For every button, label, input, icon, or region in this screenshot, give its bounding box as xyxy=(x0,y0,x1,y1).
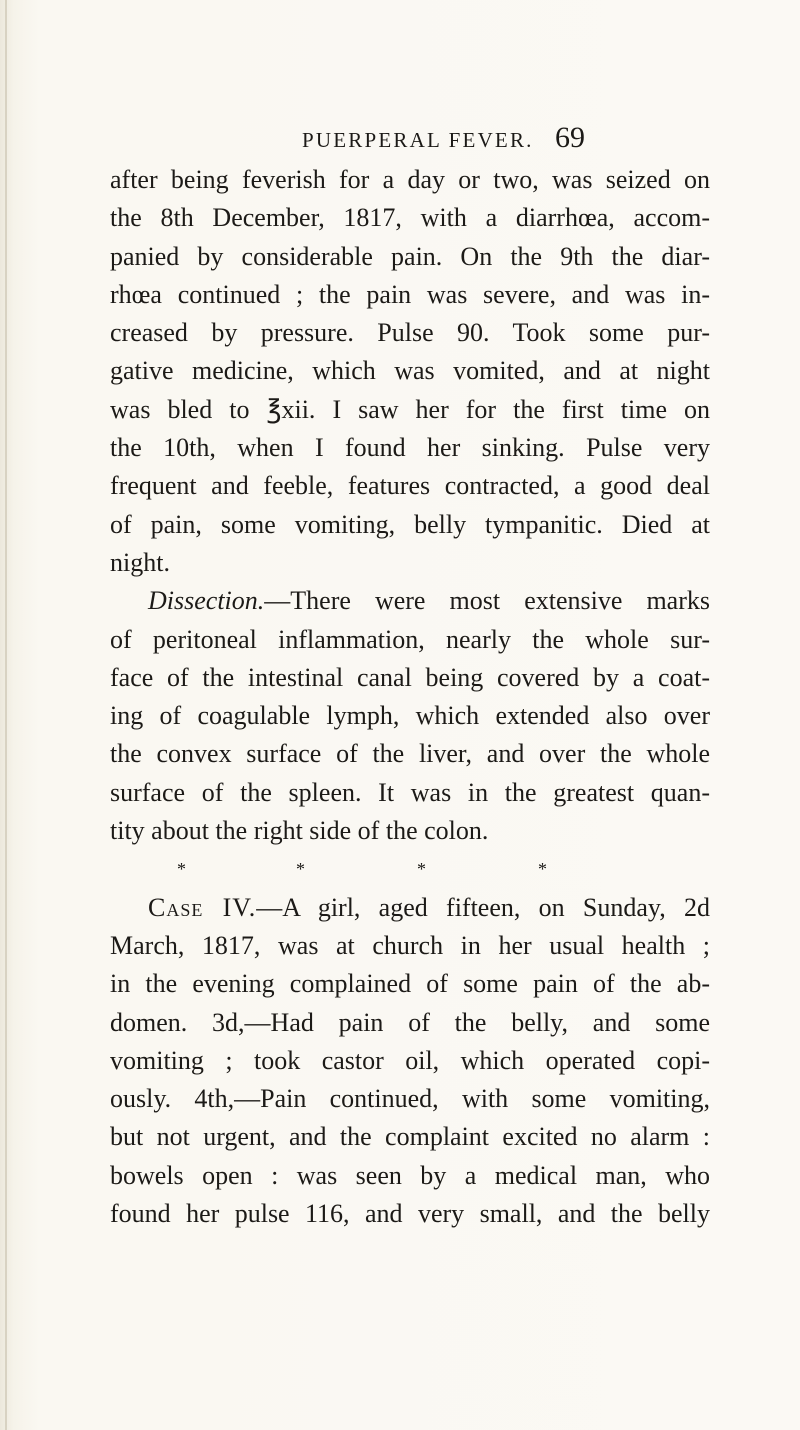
text-line: night. xyxy=(110,547,170,577)
text-line: found her pulse 116, and very small, and the belly xyxy=(110,1199,710,1229)
text-line: domen. 3d,—Had pain of the belly, and some xyxy=(110,1007,710,1037)
text-line: tity about the right side of the colon. xyxy=(110,816,489,846)
text-line: panied by considerable pain. On the 9th the diar- xyxy=(110,241,710,271)
text-line: vomiting ; took castor oil, which operated copi- xyxy=(110,1045,710,1075)
separator-star: * xyxy=(177,859,186,880)
text-line: of peritoneal inflammation, nearly the whole sur- xyxy=(110,624,710,654)
text-line: face of the intestinal canal being covered by a coat- xyxy=(110,662,710,692)
running-head: PUERPERAL FEVER. xyxy=(302,128,534,152)
separator-star: * xyxy=(296,859,305,880)
text-line: the 8th December, 1817, with a diarrhœa, accom- xyxy=(110,203,710,233)
dissection-first-line xyxy=(110,582,710,620)
case-label: Case IV. xyxy=(148,892,257,922)
text-line: frequent and feeble, features contracted, a good deal xyxy=(110,471,710,501)
text-line: gative medicine, which was vomited, and at night xyxy=(110,356,710,386)
case-first-text: —A girl, aged fifteen, on Sunday, 2d xyxy=(256,892,710,922)
case-first-line xyxy=(110,889,710,927)
separator-star: * xyxy=(538,859,547,880)
text-line: creased by pressure. Pulse 90. Took some pur- xyxy=(110,318,710,348)
text-line: ing of coagulable lymph, which extended also over xyxy=(110,701,710,731)
text-line: bowels open : was seen by a medical man, who xyxy=(110,1160,710,1190)
text-line: the convex surface of the liver, and over the whole xyxy=(110,739,710,769)
text-line: the 10th, when I found her sinking. Pulse very xyxy=(110,433,710,463)
text-line: but not urgent, and the complaint excited no alarm : xyxy=(110,1122,710,1152)
dissection-label: Dissection. xyxy=(148,586,265,616)
body-text xyxy=(110,161,710,1233)
text-line: after being feverish for a day or two, was seized on xyxy=(110,165,710,194)
text-line: of pain, some vomiting, belly tympanitic. Died at xyxy=(110,509,710,539)
text-line: March, 1817, was at church in her usual health ; xyxy=(110,930,710,960)
page-gutter xyxy=(5,0,7,1430)
separator-star: * xyxy=(417,859,426,880)
text-line: surface of the spleen. It was in the greatest quan- xyxy=(110,777,710,807)
text-line: was bled to ℥xii. I saw her for the first time on xyxy=(110,394,710,424)
text-line: in the evening complained of some pain of the ab- xyxy=(110,969,710,999)
page-number: 69 xyxy=(555,121,585,154)
section-separator xyxy=(110,850,710,888)
text-line: rhœa continued ; the pain was severe, and was in- xyxy=(110,279,710,309)
dissection-first-text: —There were most extensive marks xyxy=(264,586,710,616)
text-line: ously. 4th,—Pain continued, with some vomiting, xyxy=(110,1084,710,1114)
